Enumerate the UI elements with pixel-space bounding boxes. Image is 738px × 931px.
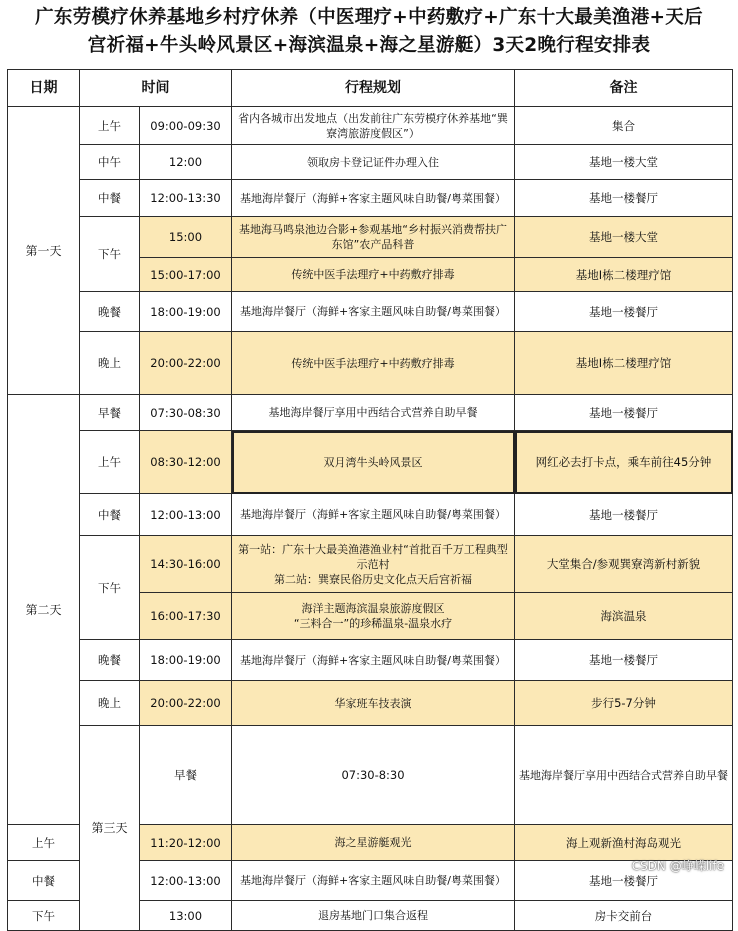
period-cell: 早餐: [140, 726, 232, 825]
day-label: 第一天: [8, 107, 80, 395]
table-row: [8, 726, 733, 825]
header-note: 备注: [515, 70, 733, 107]
time-cell: 12:00-13:30: [140, 180, 232, 217]
period-cell: 下午: [80, 217, 140, 292]
day-label: 第二天: [8, 395, 80, 825]
plan-cell: 华家班车技表演: [232, 681, 515, 726]
note-cell: 网红必去打卡点，乘车前往45分钟: [515, 431, 733, 494]
note-cell: 集合: [515, 107, 733, 145]
plan-cell: 基地海岸餐厅享用中西结合式营养自助早餐: [515, 726, 733, 825]
note-cell: 海滨温泉: [515, 593, 733, 640]
period-cell: 下午: [8, 901, 80, 931]
table-row: [8, 494, 733, 536]
time-cell: 20:00-22:00: [140, 681, 232, 726]
plan-cell: 海洋主题海滨温泉旅游度假区 “三料合一”的珍稀温泉-温泉水疗: [232, 593, 515, 640]
period-cell: 中餐: [80, 494, 140, 536]
plan-cell: 省内各城市出发地点（出发前往广东劳模疗休养基地“巽寮湾旅游度假区”）: [232, 107, 515, 145]
time-cell: 18:00-19:00: [140, 640, 232, 681]
itinerary-table: [7, 69, 733, 931]
note-cell: 基地一楼餐厅: [515, 292, 733, 332]
time-cell: 14:30-16:00: [140, 536, 232, 593]
note-cell: 基地一楼餐厅: [515, 395, 733, 431]
note-cell: 基地一楼餐厅: [515, 640, 733, 681]
plan-cell: 基地海岸餐厅（海鲜+客家主题风味自助餐/粤菜围餐）: [232, 640, 515, 681]
note-cell: 基地I栋二楼理疗馆: [515, 332, 733, 395]
plan-cell: 双月湾牛头岭风景区: [232, 431, 515, 494]
table-row: [8, 292, 733, 332]
page-title: [0, 4, 738, 60]
table-row: [8, 395, 733, 431]
time-cell: 15:00: [140, 217, 232, 258]
note-cell: 房卡交前台: [515, 901, 733, 931]
plan-cell: 领取房卡登记证件办理入住: [232, 145, 515, 180]
table-row: [8, 681, 733, 726]
time-cell: 20:00-22:00: [140, 332, 232, 395]
plan-cell: 基地海岸餐厅（海鲜+客家主题风味自助餐/粤菜围餐）: [232, 292, 515, 332]
plan-cell: 传统中医手法理疗+中药敷疗排毒: [232, 258, 515, 292]
time-cell: 12:00-13:00: [140, 861, 232, 901]
table-row: [8, 536, 733, 593]
note-cell: 海上观新渔村海岛观光: [515, 825, 733, 861]
time-cell: 18:00-19:00: [140, 292, 232, 332]
table-row: [8, 431, 733, 494]
note-cell: 步行5-7分钟: [515, 681, 733, 726]
period-cell: 下午: [80, 536, 140, 640]
period-cell: 晚上: [80, 332, 140, 395]
title-line-2: 宫祈福+牛头岭风景区+海滨温泉+海之星游艇）3天2晚行程安排表: [87, 35, 651, 56]
header-plan: 行程规划: [232, 70, 515, 107]
watermark: CSDN @峥嵘life: [631, 859, 724, 873]
plan-cell: 基地海岸餐厅（海鲜+客家主题风味自助餐/粤菜围餐）: [232, 180, 515, 217]
time-cell: 12:00-13:00: [140, 494, 232, 536]
note-cell: 基地一楼大堂: [515, 145, 733, 180]
plan-cell: 第一站：广东十大最美渔港渔业村“首批百千万工程典型示范村 第二站：巽寮民俗历史文化点天后宫祈福: [232, 536, 515, 593]
time-cell: 08:30-12:00: [140, 431, 232, 494]
time-cell: 07:30-8:30: [232, 726, 515, 825]
table-row: [8, 640, 733, 681]
day-label: 第三天: [80, 726, 140, 931]
period-cell: 中午: [80, 145, 140, 180]
table-row: [8, 145, 733, 180]
period-cell: 上午: [80, 431, 140, 494]
plan-cell: 传统中医手法理疗+中药敷疗排毒: [232, 332, 515, 395]
plan-cell: 退房基地门口集合返程: [232, 901, 515, 931]
table-row: [8, 332, 733, 395]
time-cell: 11:20-12:00: [140, 825, 232, 861]
table-row: [8, 217, 733, 258]
period-cell: 中餐: [80, 180, 140, 217]
period-cell: 晚餐: [80, 640, 140, 681]
period-cell: 早餐: [80, 395, 140, 431]
plan-cell: 基地海马鸣泉池边合影+参观基地“乡村振兴消费帮扶广东馆”农产品科普: [232, 217, 515, 258]
plan-cell: 基地海岸餐厅（海鲜+客家主题风味自助餐/粤菜围餐）: [232, 861, 515, 901]
plan-cell: 基地海岸餐厅享用中西结合式营养自助早餐: [232, 395, 515, 431]
note-cell: 基地一楼餐厅: [515, 180, 733, 217]
plan-cell: 基地海岸餐厅（海鲜+客家主题风味自助餐/粤菜围餐）: [232, 494, 515, 536]
note-cell: 大堂集合/参观巽寮湾新村新貌: [515, 536, 733, 593]
note-cell: 基地I栋二楼理疗馆: [515, 258, 733, 292]
period-cell: 上午: [80, 107, 140, 145]
header-time: 时间: [80, 70, 232, 107]
table-row: [8, 107, 733, 145]
period-cell: 晚餐: [80, 292, 140, 332]
time-cell: 09:00-09:30: [140, 107, 232, 145]
title-line-1: 广东劳模疗休养基地乡村疗休养（中医理疗+中药敷疗+广东十大最美渔港+天后: [35, 7, 703, 28]
time-cell: 13:00: [140, 901, 232, 931]
time-cell: 07:30-08:30: [140, 395, 232, 431]
time-cell: 15:00-17:00: [140, 258, 232, 292]
note-cell: 基地一楼餐厅: [515, 861, 733, 901]
header-date: 日期: [8, 70, 80, 107]
period-cell: 中餐: [8, 861, 80, 901]
period-cell: 上午: [8, 825, 80, 861]
table-header-row: [8, 70, 733, 107]
time-cell: 16:00-17:30: [140, 593, 232, 640]
time-cell: 12:00: [140, 145, 232, 180]
period-cell: 晚上: [80, 681, 140, 726]
plan-cell: 海之星游艇观光: [232, 825, 515, 861]
table-row: [8, 180, 733, 217]
note-cell: 基地一楼餐厅: [515, 494, 733, 536]
note-cell: 基地一楼大堂: [515, 217, 733, 258]
